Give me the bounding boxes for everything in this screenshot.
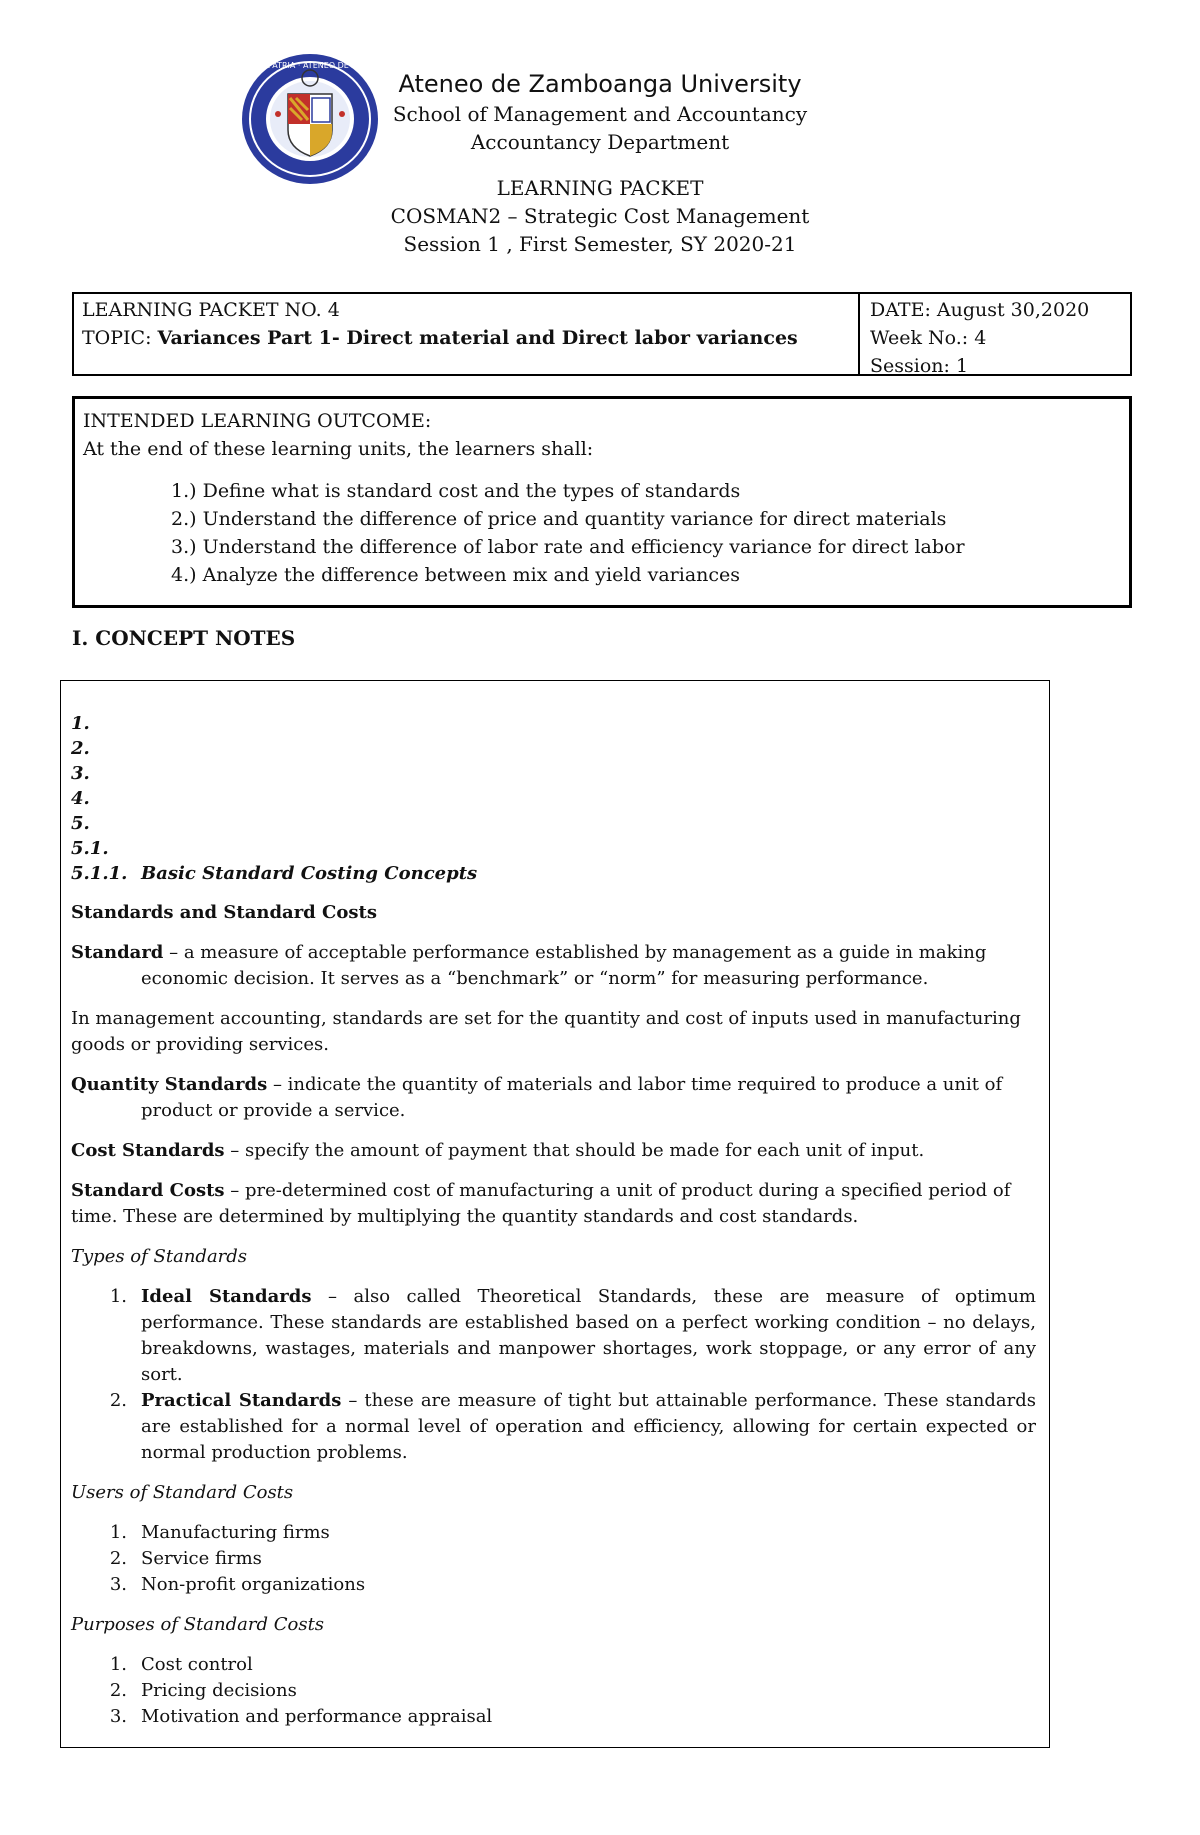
definition: – these are measure of tight but attainable performance. These standards are established for a normal level of operation and efficiency, allowing for certain expected or normal production problems. [141,1390,1037,1463]
packet-label: LEARNING PACKET [496,176,704,200]
list-marker: 3. [109,1574,127,1595]
list-text: Pricing decisions [141,1680,297,1701]
ilo-item: 2.) Understand the difference of price and quantity variance for direct materials [171,508,947,530]
school-name: School of Management and Accountancy [392,102,808,126]
list-item [71,1520,1036,1546]
ilo-item: 4.) Analyze the difference between mix and yield variances [171,564,741,586]
purposes-list [71,1652,1036,1730]
ilo-item: 3.) Understand the difference of labor rate and efficiency variance for direct labor [171,536,965,558]
topic-label: TOPIC: [82,327,158,349]
concept-notes-heading: I. CONCEPT NOTES [72,626,296,650]
list-item [71,1284,1036,1388]
outline-number: 4. [71,788,90,809]
definition: – also called Theoretical Standards, these are measure of optimum performance. These standards are established based on a perfect working condition – no delays, breakdowns, wastages, materials and manpower shortages, work stoppage, or any error of any sort. [141,1286,1037,1385]
paragraph-management-accounting: In management accounting, standards are set for the quantity and cost of inputs used in manufacturing goods or providing services. [71,1008,1021,1055]
types-list [71,1284,1036,1466]
document-header [330,68,870,258]
list-text: Motivation and performance appraisal [141,1706,493,1727]
term: Standard Costs [71,1180,225,1201]
date-field: DATE: August 30,2020 [870,299,1090,321]
definition-standard-costs [71,1178,1036,1230]
list-marker: 2. [109,1390,127,1411]
learning-outcome-box [72,396,1132,608]
outline-number: 1. [71,713,90,734]
ilo-intro: At the end of these learning units, the learners shall: [83,438,594,460]
definition: – indicate the quantity of materials and labor time required to produce a unit of product or provide a service. [141,1074,1003,1121]
list-item [71,1678,1036,1704]
section-heading: Standards and Standard Costs [71,902,377,923]
subsection-heading [71,861,1036,886]
purposes-heading: Purposes of Standard Costs [71,1614,325,1635]
outline-number: 5.1. [71,838,109,859]
course-title: COSMAN2 – Strategic Cost Management [390,204,810,228]
department-name: Accountancy Department [470,130,730,154]
session-field: Session: 1 [870,355,969,377]
subsection-title: Basic Standard Costing Concepts [141,863,478,884]
definition-quantity-standards [71,1072,1036,1124]
ilo-item: 1.) Define what is standard cost and the types of standards [171,480,741,502]
session-line: Session 1 , First Semester, SY 2020-21 [403,232,797,256]
ilo-title: INTENDED LEARNING OUTCOME: [83,410,432,432]
ilo-list [83,477,965,589]
term: Quantity Standards [71,1074,268,1095]
types-heading: Types of Standards [71,1246,248,1267]
definition: – specify the amount of payment that should be made for each unit of input. [224,1140,925,1161]
term: Standard [71,942,164,963]
list-text: Manufacturing firms [141,1522,330,1543]
list-text: Service firms [141,1548,262,1569]
packet-info-table [72,292,1132,376]
list-marker: 3. [109,1706,127,1727]
outline-number: 2. [71,738,90,759]
term: Ideal Standards [141,1286,312,1307]
list-marker: 2. [109,1548,127,1569]
university-name: Ateneo de Zamboanga University [398,70,802,98]
definition-cost-standards [71,1138,1036,1164]
list-text: Non-profit organizations [141,1574,366,1595]
topic-line [82,324,798,352]
list-text: Cost control [141,1654,253,1675]
term: Practical Standards [141,1390,342,1411]
subsection-number: 5.1.1. [71,863,128,884]
definition-standard [71,940,1036,992]
list-item [71,1572,1036,1598]
list-marker: 1. [109,1522,127,1543]
definition: – pre-determined cost of manufacturing a unit of product during a specified period of time. These are determined by multiplying the quantity standards and cost standards. [71,1180,1011,1227]
list-item [71,1652,1036,1678]
users-list [71,1520,1036,1598]
users-heading: Users of Standard Costs [71,1482,294,1503]
term: Cost Standards [71,1140,225,1161]
topic-text: Variances Part 1- Direct material and Direct labor variances [157,327,798,349]
list-item [71,1388,1036,1466]
list-marker: 1. [109,1654,127,1675]
week-field: Week No.: 4 [870,327,987,349]
concept-notes-box [60,680,1050,1748]
definition: – a measure of acceptable performance established by management as a guide in making economic decision. It serves as a “benchmark” or “norm” for measuring performance. [141,942,987,989]
outline-number: 3. [71,763,90,784]
list-item [71,1546,1036,1572]
outline-number: 5. [71,813,90,834]
list-marker: 2. [109,1680,127,1701]
seal-ring-text: PRO DEO ET PATRIA · ATENEO DE ZAMBOANGA [216,61,404,70]
list-item [71,1704,1036,1730]
packet-number: LEARNING PACKET NO. 4 [82,299,340,321]
list-marker: 1. [109,1286,127,1307]
